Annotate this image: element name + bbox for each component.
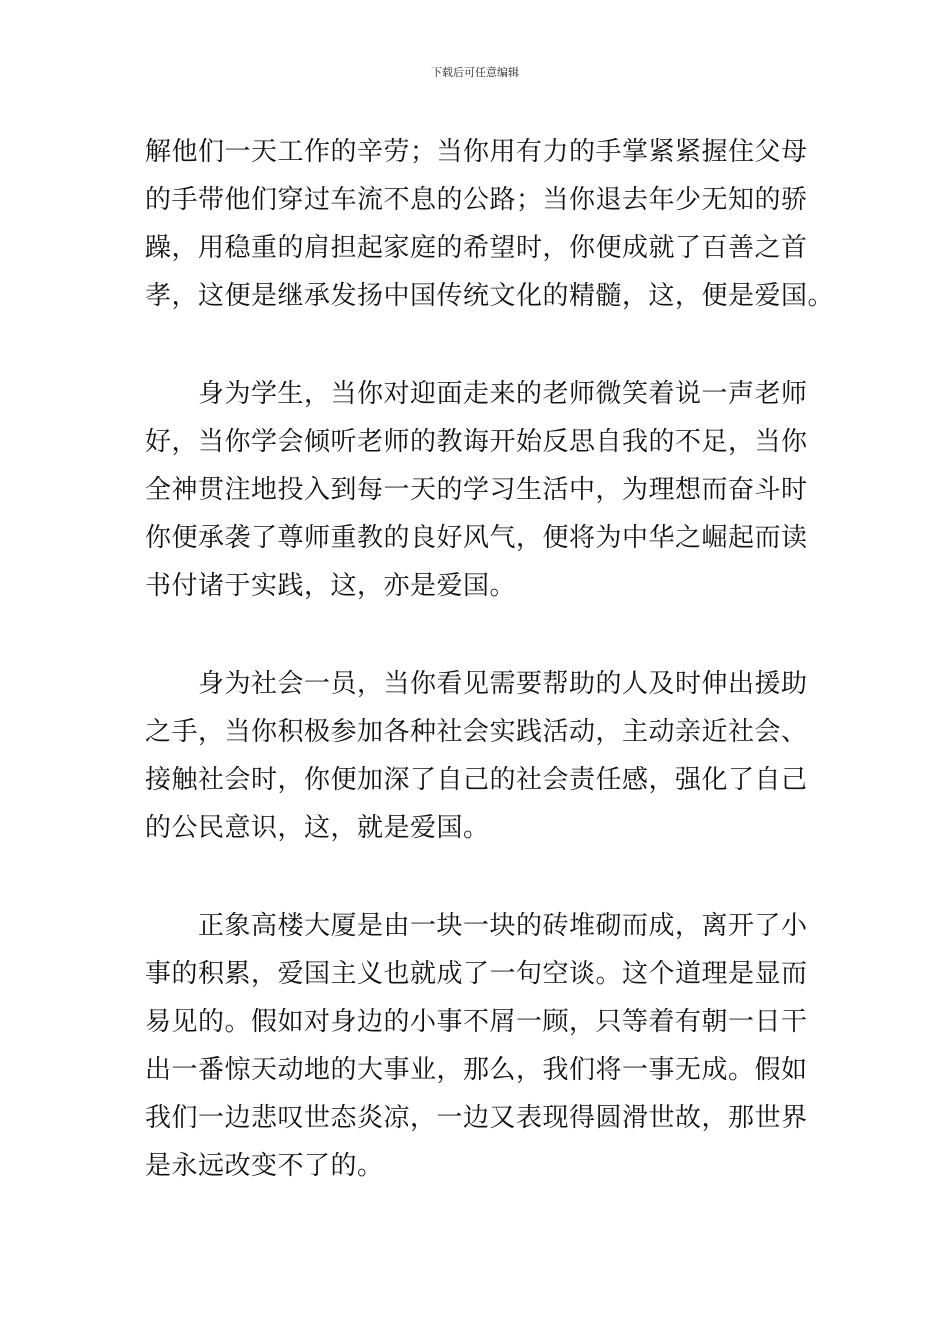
text-line: 好，当你学会倾听老师的教诲开始反思自我的不足，当你: [145, 427, 808, 457]
text-line: 身为学生，当你对迎面走来的老师微笑着说一声老师: [145, 379, 808, 409]
page-header: 下载后可任意编辑: [431, 66, 519, 79]
text-line: 我们一边悲叹世态炎凉，一边又表现得圆滑世故，那世界: [145, 1103, 808, 1133]
text-line: 全神贯注地投入到每一天的学习生活中，为理想而奋斗时: [145, 475, 808, 505]
text-line: 孝，这便是继承发扬中国传统文化的精髓，这，便是爱国。: [145, 281, 835, 311]
paragraph-1: [145, 128, 835, 320]
text-line: 是永远改变不了的。: [145, 1151, 384, 1181]
text-line: 正象高楼大厦是由一块一块的砖堆砌而成，离开了小: [145, 911, 808, 941]
text-line: 接触社会时，你便加深了自己的社会责任感，强化了自己: [145, 765, 808, 795]
text-line: 躁，用稳重的肩担起家庭的希望时，你便成就了百善之首: [145, 233, 808, 263]
text-line: 事的积累，爱国主义也就成了一句空谈。这个道理是显而: [145, 959, 808, 989]
text-line: 书付诸于实践，这，亦是爱国。: [145, 571, 517, 601]
paragraph-2: [145, 370, 807, 610]
text-line: 你便承袭了尊师重教的良好风气，便将为中华之崛起而读: [145, 523, 808, 553]
document-body: [145, 128, 835, 1240]
text-line: 的公民意识，这，就是爱国。: [145, 813, 490, 843]
text-line: 出一番惊天动地的大事业，那么，我们将一事无成。假如: [145, 1055, 808, 1085]
text-line: 的手带他们穿过车流不息的公路；当你退去年少无知的骄: [145, 185, 808, 215]
paragraph-3: [145, 660, 807, 852]
text-line: 解他们一天工作的辛劳；当你用有力的手掌紧紧握住父母: [145, 137, 808, 167]
text-line: 之手，当你积极参加各种社会实践活动，主动亲近社会、: [145, 717, 808, 747]
text-line: 身为社会一员，当你看见需要帮助的人及时伸出援助: [145, 669, 808, 699]
paragraph-4: [145, 902, 807, 1190]
text-line: 易见的。假如对身边的小事不屑一顾，只等着有朝一日干: [145, 1007, 808, 1037]
